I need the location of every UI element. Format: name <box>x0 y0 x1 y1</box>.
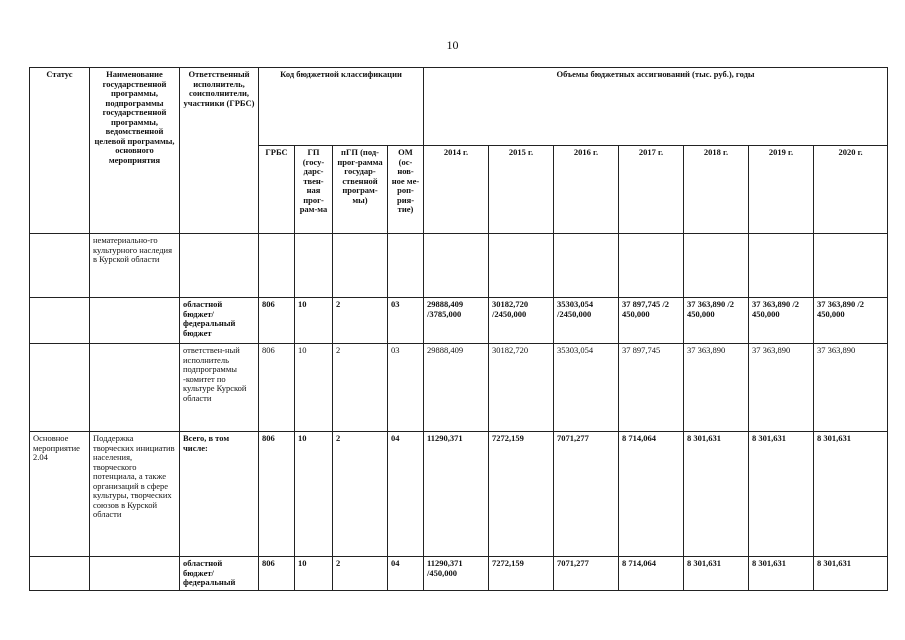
cell-value: 8 301,631 <box>749 557 814 591</box>
cell-value: 8 301,631 <box>814 557 888 591</box>
cell-value: 7272,159 <box>489 432 554 557</box>
header-year: 2016 г. <box>554 146 619 234</box>
cell-value: 30182,720 /2450,000 <box>489 298 554 344</box>
table-row <box>30 298 888 344</box>
cell-value: 8 301,631 <box>684 557 749 591</box>
cell-value: 37 363,890 /2 450,000 <box>814 298 888 344</box>
table-row <box>30 432 888 557</box>
cell-grbs: 806 <box>259 298 295 344</box>
cell-pgp <box>333 234 388 298</box>
cell-status <box>30 298 90 344</box>
cell-om: 04 <box>388 432 424 557</box>
header-om: ОМ (ос-нов-ное ме-роп-рия-тие) <box>388 146 424 234</box>
cell-status <box>30 557 90 591</box>
cell-grbs <box>259 234 295 298</box>
cell-pgp: 2 <box>333 298 388 344</box>
header-volumes: Объемы бюджетных ассигнований (тыс. руб.), годы <box>424 68 888 146</box>
cell-value <box>489 234 554 298</box>
cell-pgp: 2 <box>333 432 388 557</box>
cell-value: 37 363,890 <box>814 344 888 432</box>
cell-name: нематериально-го культурного наследия в Курской области <box>90 234 180 298</box>
cell-value: 29888,409 /3785,000 <box>424 298 489 344</box>
header-year: 2015 г. <box>489 146 554 234</box>
cell-responsible: ответствен-ный исполнитель подпрограммы -комитет по культуре Курской области <box>180 344 259 432</box>
cell-responsible: областной бюджет/ федеральный бюджет <box>180 298 259 344</box>
cell-responsible: Всего, в том числе: <box>180 432 259 557</box>
cell-pgp: 2 <box>333 557 388 591</box>
header-year: 2014 г. <box>424 146 489 234</box>
cell-value: 30182,720 <box>489 344 554 432</box>
cell-value: 37 363,890 /2 450,000 <box>749 298 814 344</box>
header-gp: ГП (госу-дарс-твен-ная прог-рам-ма <box>295 146 333 234</box>
header-row-1 <box>30 68 888 146</box>
cell-value <box>424 234 489 298</box>
cell-grbs: 806 <box>259 557 295 591</box>
cell-value: 37 363,890 <box>684 344 749 432</box>
cell-value: 7071,277 <box>554 432 619 557</box>
cell-om: 03 <box>388 344 424 432</box>
header-name: Наименование государственной программы, подпрограммы государственной программы, ведомственной целевой программы, основного мероприятия <box>90 68 180 234</box>
cell-value <box>814 234 888 298</box>
cell-value: 37 363,890 <box>749 344 814 432</box>
cell-value: 8 301,631 <box>749 432 814 557</box>
cell-om: 04 <box>388 557 424 591</box>
cell-value: 37 897,745 <box>619 344 684 432</box>
cell-gp: 10 <box>295 557 333 591</box>
cell-name <box>90 298 180 344</box>
cell-value: 11290,371 /450,000 <box>424 557 489 591</box>
cell-gp <box>295 234 333 298</box>
cell-value <box>619 234 684 298</box>
header-year: 2020 г. <box>814 146 888 234</box>
cell-name <box>90 557 180 591</box>
cell-gp: 10 <box>295 298 333 344</box>
budget-table <box>29 67 888 591</box>
cell-value: 29888,409 <box>424 344 489 432</box>
header-budget-code: Код бюджетной классификации <box>259 68 424 146</box>
cell-value: 35303,054 /2450,000 <box>554 298 619 344</box>
cell-gp: 10 <box>295 344 333 432</box>
cell-value: 7272,159 <box>489 557 554 591</box>
cell-value: 8 301,631 <box>684 432 749 557</box>
cell-value: 37 897,745 /2 450,000 <box>619 298 684 344</box>
cell-grbs: 806 <box>259 432 295 557</box>
cell-name: Поддержка творческих инициатив населения, творческого потенциала, а также организаций в сфере культуры, творческих союзов в Курской области <box>90 432 180 557</box>
cell-responsible: областной бюджет/ федеральный <box>180 557 259 591</box>
cell-value <box>749 234 814 298</box>
cell-value: 11290,371 <box>424 432 489 557</box>
cell-responsible <box>180 234 259 298</box>
cell-status <box>30 234 90 298</box>
cell-pgp: 2 <box>333 344 388 432</box>
cell-om <box>388 234 424 298</box>
cell-value <box>684 234 749 298</box>
cell-grbs: 806 <box>259 344 295 432</box>
cell-gp: 10 <box>295 432 333 557</box>
header-responsible: Ответственный исполнитель, соисполнители, участники (ГРБС) <box>180 68 259 234</box>
cell-value <box>554 234 619 298</box>
header-year: 2018 г. <box>684 146 749 234</box>
table-row <box>30 557 888 591</box>
header-grbs: ГРБС <box>259 146 295 234</box>
cell-value: 7071,277 <box>554 557 619 591</box>
header-pgp: пГП (под-прог-рамма государ-ственной програм-мы) <box>333 146 388 234</box>
page-number: 10 <box>446 38 459 52</box>
cell-status: Основное мероприятие 2.04 <box>30 432 90 557</box>
cell-om: 03 <box>388 298 424 344</box>
header-year: 2017 г. <box>619 146 684 234</box>
cell-status <box>30 344 90 432</box>
cell-value: 8 301,631 <box>814 432 888 557</box>
cell-name <box>90 344 180 432</box>
cell-value: 8 714,064 <box>619 432 684 557</box>
table-row <box>30 344 888 432</box>
cell-value: 37 363,890 /2 450,000 <box>684 298 749 344</box>
cell-value: 8 714,064 <box>619 557 684 591</box>
cell-value: 35303,054 <box>554 344 619 432</box>
table-row <box>30 234 888 298</box>
header-year: 2019 г. <box>749 146 814 234</box>
header-status: Статус <box>30 68 90 234</box>
